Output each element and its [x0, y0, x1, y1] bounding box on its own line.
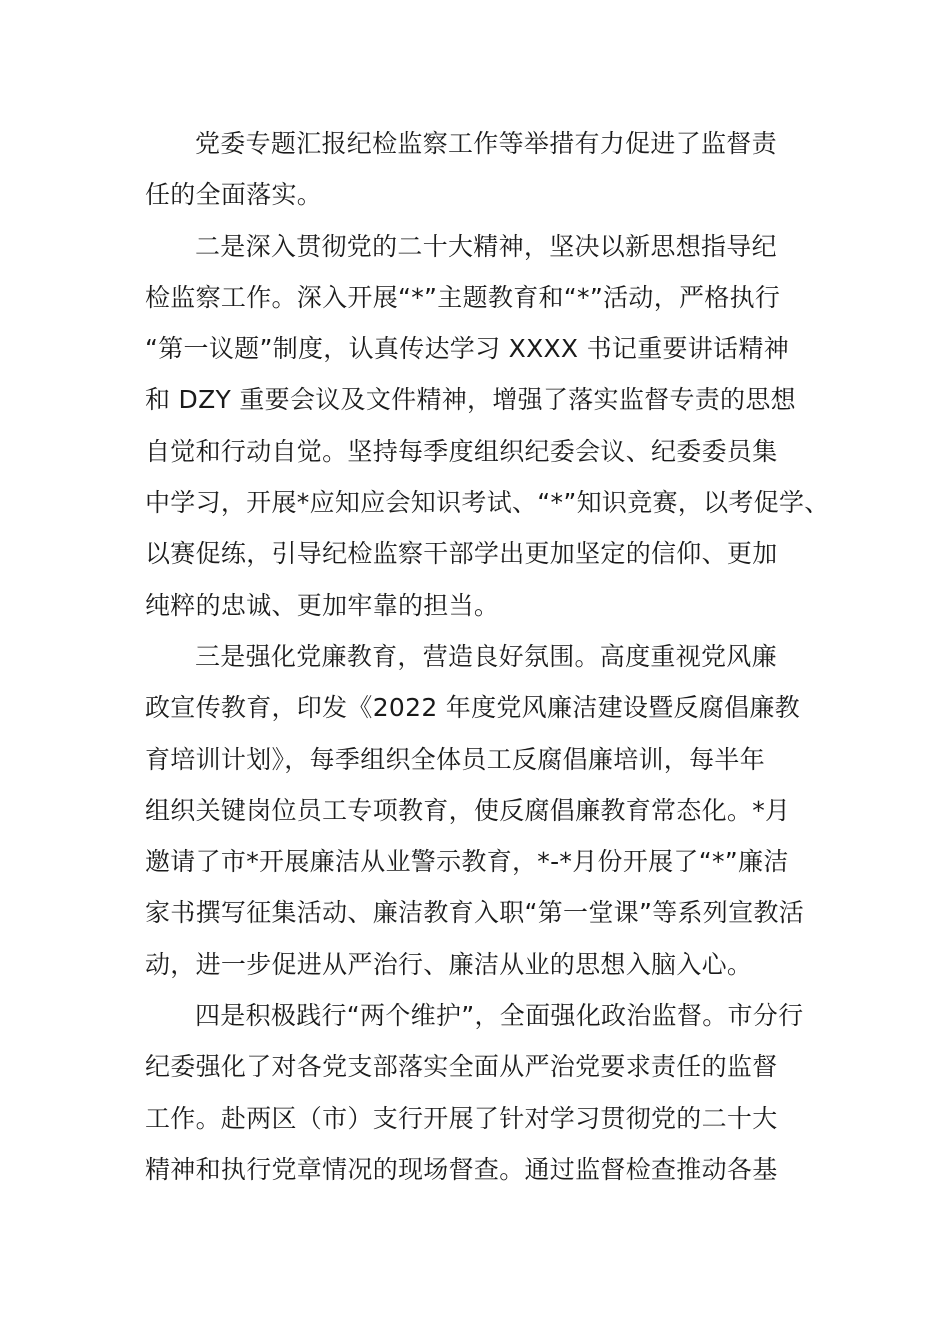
body-text [145, 118, 830, 1195]
text-line: “第一议题”制度，认真传达学习 XXXX 书记重要讲话精神 [145, 334, 790, 364]
text-line: 以赛促练，引导纪检监察干部学出更加坚定的信仰、更加 [145, 539, 778, 569]
text-line: 自觉和行动自觉。坚持每季度组织纪委会议、纪委委员集 [145, 436, 778, 466]
text-line: 政宣传教育，印发《2022 年度党风廉洁建设暨反腐倡廉教 [145, 693, 800, 723]
text-line: 党委专题汇报纪检监察工作等举措有力促进了监督责 [195, 129, 777, 158]
text-line: 检监察工作。深入开展“*”主题教育和“*”活动，严格执行 [145, 282, 781, 312]
text-line: 组织关键岗位员工专项教育，使反腐倡廉教育常态化。*月 [145, 795, 791, 825]
text-line: 家书撰写征集活动、廉洁教育入职“第一堂课”等系列宣教活 [145, 898, 805, 928]
text-line: 二是深入贯彻党的二十大精神，坚决以新思想指导纪 [195, 231, 777, 261]
text-line: 任的全面落实。 [145, 180, 323, 210]
text-line: 育培训计划》，每季组织全体员工反腐倡廉培训，每半年 [145, 744, 766, 774]
text-line: 邀请了市*开展廉洁从业警示教育，*-*月份开展了“*”廉洁 [145, 847, 789, 877]
text-line: 纪委强化了对各党支部落实全面从严治党要求责任的监督 [145, 1052, 778, 1082]
text-line: 中学习，开展*应知应会知识考试、“*”知识竞赛，以考促学、 [145, 488, 830, 518]
text-line: 工作。赴两区（市）支行开展了针对学习贯彻党的二十大 [145, 1103, 778, 1133]
text-line: 和 DZY 重要会议及文件精神，增强了落实监督专责的思想 [145, 385, 796, 415]
text-line: 三是强化党廉教育，营造良好氛围。高度重视党风廉 [195, 641, 777, 671]
text-line: 四是积极践行“两个维护”，全面强化政治监督。市分行 [195, 1001, 804, 1031]
text-line: 动，进一步促进从严治行、廉洁从业的思想入脑入心。 [145, 949, 753, 979]
text-line: 纯粹的忠诚、更加牢靠的担当。 [145, 590, 500, 620]
text-line: 精神和执行党章情况的现场督查。通过监督检查推动各基 [145, 1154, 778, 1184]
